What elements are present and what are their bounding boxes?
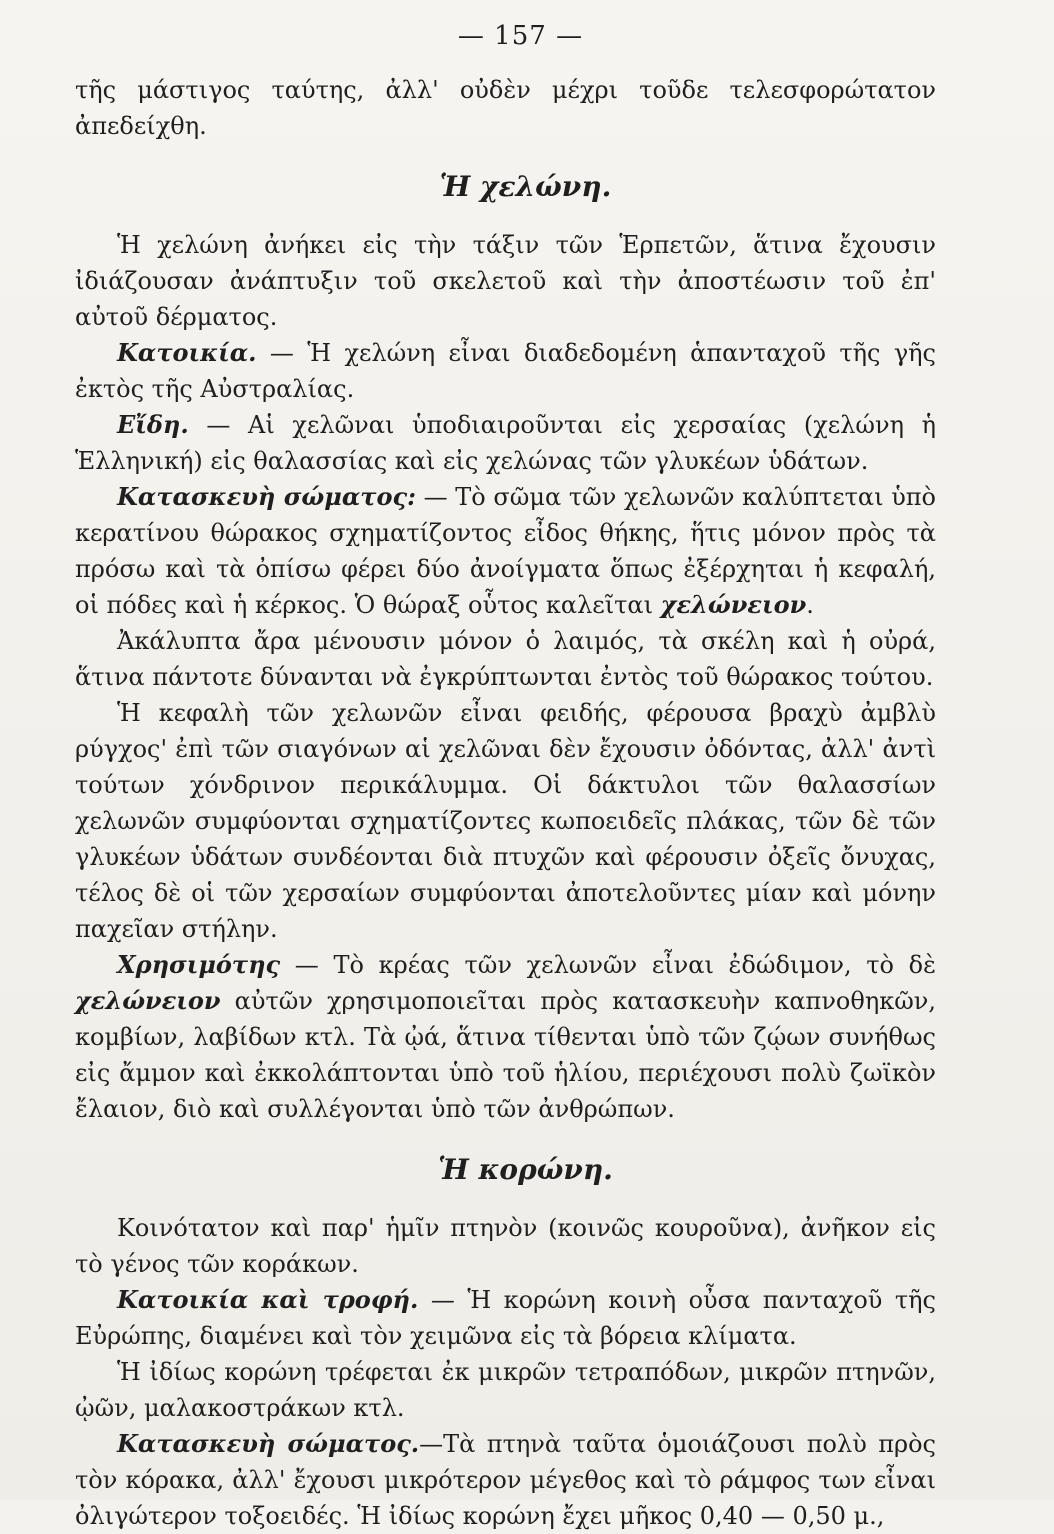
section-heading-turtle: Ἡ χελώνη. [439, 170, 612, 203]
turtle-species-text: — Αἱ χελῶναι ὑποδιαιροῦνται εἰς χερσαίας (χελώνη ἡ Ἑλληνική) εἰς θαλασσίας καὶ εἰς χελώνας τῶν γλυκέων ὑδάτων. [75, 411, 936, 475]
crow-body-paragraph [75, 1426, 936, 1534]
intro-paragraph: τῆς μάστιγος ταύτης, ἀλλ' οὐδὲν μέχρι τοῦδε τελεσφορώτατον ἀπεδείχθη. [75, 76, 936, 140]
turtle-body-end: . [806, 591, 814, 619]
turtle-use-paragraph [75, 947, 936, 1127]
crow-habitat-text: — Ἡ κορώνη κοινὴ οὖσα πανταχοῦ τῆς Εὐρώπης, διαμένει καὶ τὸν χειμῶνα εἰς τὰ βόρεια κλίματα. [75, 1286, 936, 1350]
crow-habitat-paragraph [75, 1282, 936, 1354]
turtle-species-label: Εἴδη. [117, 410, 189, 439]
page-number: — 157 — [457, 21, 584, 51]
crow-habitat-label: Κατοικία καὶ τροφή. [117, 1285, 419, 1314]
turtle-body-paragraph [75, 479, 936, 623]
turtle-use-text-a: — Τὸ κρέας τῶν χελωνῶν εἶναι ἐδώδιμον, τὸ δὲ [280, 951, 936, 979]
turtle-habitat-text: — Ἡ χελώνη εἶναι διαδεδομένη ἁπανταχοῦ τῆς γῆς ἐκτὸς τῆς Αὐστραλίας. [75, 339, 936, 403]
turtle-body-term: χελώνειον [660, 590, 807, 619]
turtle-intro-paragraph: Ἡ χελώνη ἀνήκει εἰς τὴν τάξιν τῶν Ἑρπετῶν, ἅτινα ἔχουσιν ἰδιάζουσαν ἀνάπτυξιν τοῦ σκελετοῦ καὶ τὴν ἀποστέωσιν τοῦ ἐπ' αὐτοῦ δέρματος. [75, 231, 936, 331]
turtle-uncovered-paragraph: Ἀκάλυπτα ἄρα μένουσιν μόνον ὁ λαιμός, τὰ σκέλη καὶ ἡ οὐρά, ἅτινα πάντοτε δύνανται νὰ ἐγκρύπτωνται ἐντὸς τοῦ θώρακος τούτου. [75, 627, 936, 691]
turtle-use-label: Χρησιμότης [117, 950, 281, 979]
turtle-body-label: Κατασκευὴ σώματος: [117, 482, 416, 511]
crow-body-text: —Τὰ πτηνὰ ταῦτα ὁμοιάζουσι πολὺ πρὸς τὸν κόρακα, ἀλλ' ἔχουσι μικρότερον μέγεθος καὶ τὸ ράμφος των εἶναι ὀλιγώτερον τοξοειδές. Ἡ ἰδίως κορώνη ἔχει μῆκος 0,40 — 0,50 μ., [75, 1430, 936, 1530]
turtle-species-paragraph [75, 407, 936, 479]
turtle-head-paragraph: Ἡ κεφαλὴ τῶν χελωνῶν εἶναι φειδής, φέρουσα βραχὺ ἀμβλὺ ρύγχος' ἐπὶ τῶν σιαγόνων αἱ χελῶναι δὲν ἔχουσιν ὀδόντας, ἀλλ' ἀντὶ τούτων χόνδρινον περικάλυμμα. Οἱ δάκτυλοι τῶν θαλασσίων χελωνῶν συμφύονται σχηματίζοντες κωποειδεῖς πλάκας, τῶν δὲ τῶν γλυκέων ὑδάτων συνδέονται διὰ πτυχῶν καὶ φέρουσιν ὀξεῖς ὄνυχας, τέλος δὲ οἱ τῶν χερσαίων συμφύονται ἀποτελοῦντες μίαν καὶ μόνην παχεῖαν στήλην. [75, 699, 936, 943]
turtle-habitat-paragraph [75, 335, 936, 407]
turtle-use-term: χελώνειον [75, 986, 221, 1015]
crow-intro-paragraph: Κοινότατον καὶ παρ' ἡμῖν πτηνὸν (κοινῶς κουροῦνα), ἀνῆκον εἰς τὸ γένος τῶν κοράκων. [75, 1214, 936, 1278]
crow-food-paragraph: Ἡ ἰδίως κορώνη τρέφεται ἐκ μικρῶν τετραπόδων, μικρῶν πτηνῶν, ᾠῶν, μαλακοστράκων κτλ. [75, 1358, 936, 1422]
crow-body-label: Κατασκευὴ σώματος. [117, 1429, 420, 1458]
turtle-body-text: — Τὸ σῶμα τῶν χελωνῶν καλύπτεται ὑπὸ κερατίνου θώρακος σχηματίζοντος εἶδος θήκης, ἥτις μόνον πρὸς τὰ πρόσω καὶ τὰ ὀπίσω φέρει δύο ἀνοίγματα ὅπως ἐξέρχηται ἡ κεφαλή, οἱ πόδες καὶ ἡ κέρκος. Ὁ θώραξ οὗτος καλεῖται [75, 483, 936, 619]
turtle-habitat-label: Κατοικία. [117, 338, 257, 367]
section-heading-crow: Ἡ κορώνη. [438, 1153, 613, 1186]
turtle-use-text-b: αὐτῶν χρησιμοποιεῖται πρὸς κατασκευὴν καπνοθηκῶν, κομβίων, λαβίδων κτλ. Τὰ ᾠά, ἅτινα τίθενται ὑπὸ τῶν ζῴων συνήθως εἰς ἄμμον καὶ ἐκκολάπτονται ὑπὸ τοῦ ἡλίου, περιέχουσι πολὺ ζωϊκὸν ἔλαιον, διὸ καὶ συλλέγονται ὑπὸ τῶν ἀνθρώπων. [75, 987, 936, 1123]
